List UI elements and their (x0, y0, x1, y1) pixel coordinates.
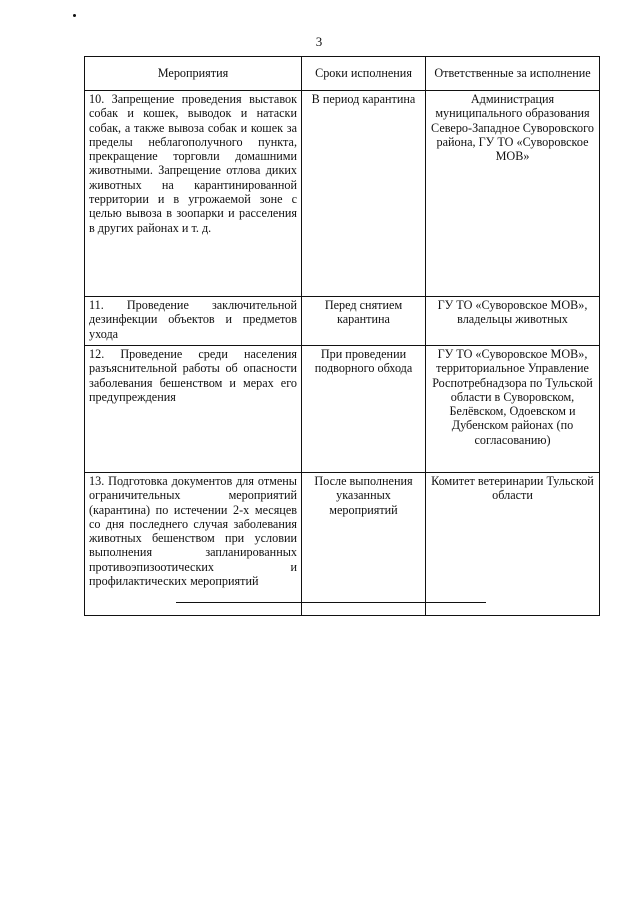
table-row (85, 473, 600, 616)
header-responsible: Ответственные за исполнение (426, 57, 600, 91)
end-rule (176, 602, 486, 603)
page-number: 3 (315, 34, 323, 49)
measure-cell: 12. Проведение среди населения разъяснительной работы об опасности заболевания бешенством и мерах его предупреждения (85, 346, 302, 473)
deadline-cell: В период карантина (302, 91, 426, 297)
header-deadline: Сроки исполнения (302, 57, 426, 91)
responsible-cell: ГУ ТО «Суворовское МОВ», территориальное Управление Роспотребнадзора по Тульской области в Суворовском, Белёвском, Одоевском и Дубенском районах (по согласованию) (426, 346, 600, 473)
header-measures: Мероприятия (85, 57, 302, 91)
responsible-cell: Администрация муниципального образования Северо-Западное Суворовского района, ГУ ТО «Суворовское МОВ» (426, 91, 600, 297)
table-row (85, 297, 600, 346)
measure-cell: 11. Проведение заключительной дезинфекции объектов и предметов ухода (85, 297, 302, 346)
deadline-cell: При проведении подворного обхода (302, 346, 426, 473)
scan-speck (73, 14, 76, 17)
table-header-row (85, 57, 600, 91)
measures-table (84, 56, 600, 616)
deadline-cell: После выполнения указанных мероприятий (302, 473, 426, 616)
responsible-cell: ГУ ТО «Суворовское МОВ», владельцы животных (426, 297, 600, 346)
table-row (85, 91, 600, 297)
responsible-cell: Комитет ветеринарии Тульской области (426, 473, 600, 616)
deadline-cell: Перед снятием карантина (302, 297, 426, 346)
measure-cell: 13. Подготовка документов для отмены ограничительных мероприятий (карантина) по истечении 2-х месяцев со дня последнего случая заболевания животных бешенством при условии выполнения запланированных противоэпизоотических и профилактических мероприятий (85, 473, 302, 616)
measure-cell: 10. Запрещение проведения выставок собак и кошек, выводок и натаски собак, а также вывоза собак и кошек за пределы неблагополучного пункта, прекращение торговли домашними животными. Запрещение отлова диких животных на карантинированной территории и в угрожаемой зоне с целью вывоза в зоопарки и расселения в других районах и т. д. (85, 91, 302, 297)
table-row (85, 346, 600, 473)
